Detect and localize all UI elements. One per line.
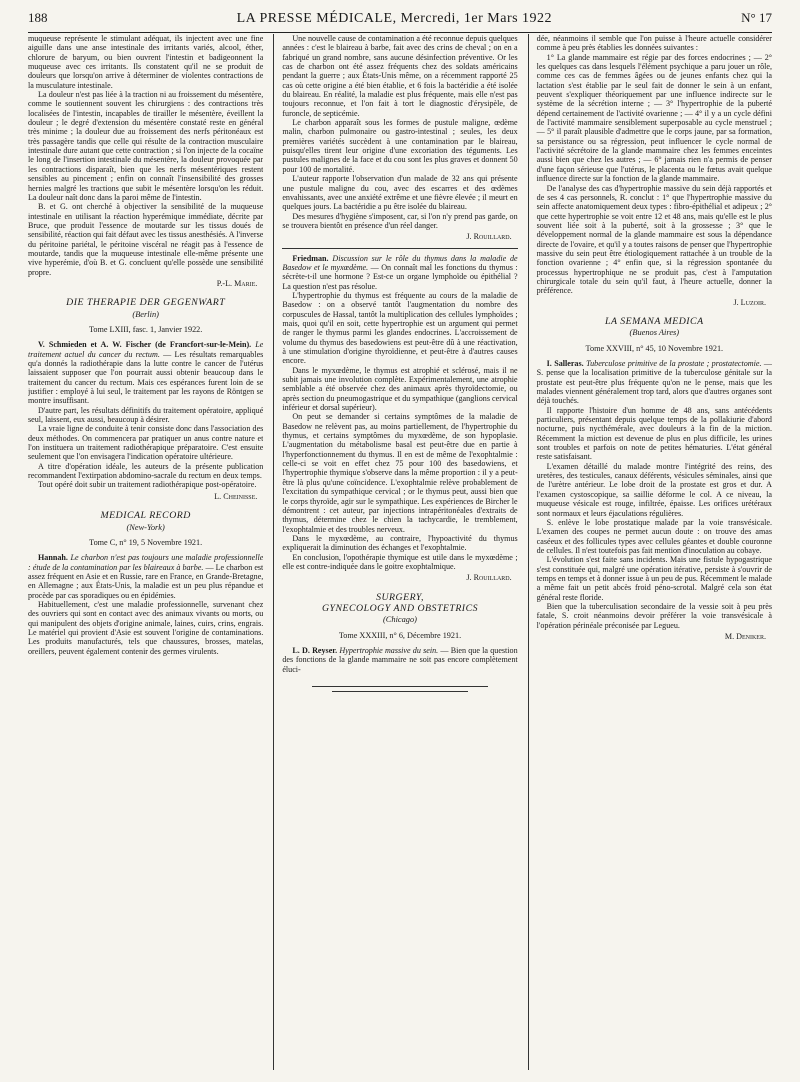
- paragraph: muqueuse représente le stimulant adéquat, ils injectent avec une fine aiguille dans une anse intestinale des irritants variés, alcool, éther, chlorure de baryum, ou bien ouvrent l'intestin et badigeonnent la muqueuse avec ces irritants. Ils constatent qu'il ne se produit de douleurs que lorsqu'on arrive à déterminer de violentes contractions de la musculature intestinale.: [28, 34, 264, 90]
- paragraph: Des mesures d'hygiène s'imposent, car, si l'on n'y prend pas garde, on se trouvera bientôt en présence d'un réel danger.: [282, 211, 518, 230]
- paragraph: Tout opéré doit subir un traitement radiothérapique post-opératoire.: [38, 480, 257, 490]
- paragraph: L'évolution s'est faite sans incidents. Mais une fistule hypogastrique s'est constituée qui, malgré une opération itérative, persiste à s'ouvrir de temps en temps et à donner issue à un peu de pus. Récemment le malade a même fait un petit abcès froid péno-scrotal. Malgré cela son état général reste floride.: [536, 555, 772, 602]
- paragraph: Bien que la tuberculisation secondaire de la vessie soit à peu près fatale, S. croit néanmoins devoir préférer la voie transvésicale à l'opération périnéale préconisée par Legueu.: [536, 601, 772, 630]
- article: [537, 359, 772, 406]
- section-city: (Berlin): [132, 309, 159, 319]
- article-author: Hannah.: [38, 553, 68, 563]
- section-city: (Buenos Aires): [629, 328, 680, 338]
- section-tome: Tome XXVIII, n° 45, 10 Novembre 1921.: [585, 343, 724, 353]
- paragraph: dée, néanmoins il semble que l'on puisse à l'heure actuelle considérer comme à peu près établies les données suivantes :: [536, 34, 772, 53]
- article: [282, 254, 517, 291]
- section-tome: Tome LXIII, fasc. 1, Janvier 1922.: [88, 324, 203, 334]
- article-title: Le charbon n'est pas toujours une maladie professionnelle : étude de la contamination par les blaireaux à barbe.: [28, 553, 264, 572]
- section-tome: Tome XXXIII, n° 6, Décembre 1921.: [338, 630, 462, 640]
- paragraph: A titre d'opération idéale, les auteurs de la présente publication recommandent l'extirpation abdomino-sacrale du rectum en deux temps.: [28, 461, 264, 481]
- journal-title: LA PRESSE MÉDICALE, Mercredi, 1er Mars 1922: [236, 11, 553, 26]
- paragraph: En conclusion, l'opothérapie thymique est utile dans le myxœdème ; elle est contre-indiquée dans le goitre exophtalmique.: [282, 552, 518, 571]
- signature: M. Deniker.: [724, 631, 766, 641]
- article-author: I. Salleras.: [546, 359, 584, 368]
- section-title: DIE THERAPIE DER GEGENWART: [66, 297, 226, 309]
- paragraph: On peut se demander si certains symptômes de la maladie de Basedow ne relèvent pas, au moins partiellement, de l'hypertrophie du thymus, et certains symptômes du myxœdème, de son hypoplasie. L'augmentation du métabolisme basal est peut-être due en partie à l'hyperfonctionnement du thymus. Il en est de même de l'exophtalmie : celle-ci se voit en effet chez 75 pour 100 des basedowiens, et l'hypertrophie thymique s'observe dans la même proportion : il y a peut-être là plus qu'une coïncidence. L'exophtalmie relève probablement de l'excitation du sympathique cervical ; or le thymus peut, aussi bien que le corps thyroïde, agir sur le sympathique. Les expériences de Bircher le démontrent : cet auteur, par injections intrapéritonéales d'extraits de thymus, détermine chez le chien la tachycardie, le tremblement, l'exophtalmie et des troubles nerveux.: [282, 412, 518, 534]
- column-2: [273, 34, 517, 1070]
- paragraph: Le charbon apparaît sous les formes de pustule maligne, œdème malin, charbon pulmonaire ou gastro-intestinal ; seules, les deux premières variétés succèdent à une contamination par le blaireau, puisqu'elles tirent leur origine d'une excoriation des téguments. Les pustules malignes de la face et du cou sont les plus graves et donnent 50 pour 100 de mortalité.: [282, 118, 518, 174]
- article-body: — On connaît mal les fonctions du thymus : sécrète-t-il une hormone ? Est-ce un organe lymphoïde ou épithélial ? La question n'est pas résolue.: [282, 262, 518, 291]
- signature: J. Rouillard.: [466, 573, 512, 583]
- article-author: L. D. Reyser.: [292, 645, 338, 655]
- article-author: Friedman.: [292, 253, 329, 263]
- paragraph: Habituellement, c'est une maladie professionnelle, survenant chez des ouvriers qui sont en contact avec des animaux vivants ou morts, ou qui manipulent des objets d'origine animale, laines, cuirs, crins, engrais. Le matériel qui provient d'Asie est souvent l'origine de contaminations. Les produits manufacturés, tels que chaussures, brosses, matelas, oreillers, peuvent également contenir des germes virulents.: [28, 599, 264, 656]
- section-subtitle: GYNECOLOGY AND OBSTETRICS: [321, 602, 479, 614]
- section-city: (New-York): [126, 522, 165, 532]
- paragraph: B. et G. ont cherché à objectiver la sensibilité de la muqueuse intestinale en utilisant la réaction hyperémique immédiate, décrite par Bruce, que produit l'essence de moutarde sur les tissus doués de sensibilité, réaction qui fait défaut avec les tissus anesthésiés. A l'inverse du péritoine pariétal, le péritoine viscéral ne réagit pas à l'essence de moutarde, tandis que la muqueuse intestinale elle-même présente une vive hyperémie, d'où B. et G. concluent qu'elle possède une sensibilité propre.: [28, 202, 264, 277]
- paragraph: La douleur n'est pas liée à la traction ni au froissement du mésentère, comme le soutiennent souvent les chirurgiens : des contractions très localisées de l'intestin, incapables de tirailler le mésentère, éveillent la douleur ; le degré d'extension du mésentère constaté reste en général très minime ; la douleur due au froissement des nerfs péritonéaux est très passagère tandis que celle qui résulte de la contraction musculaire intestinale dure autant que cette contraction ; si l'on injecte de la cocaïne le long de l'insertion intestinale du mésentère, la douleur provoquée par les contractions disparaît, bien que les nerfs mésentériques restent sensibles au pincement ; enfin on connaît l'insensibilité des grosses hernies malgré les tractions que subit le mésentère lorsqu'on les réduit. La douleur naît donc dans la paroi même de l'intestin.: [28, 90, 264, 202]
- signature: L. Cheinisse.: [214, 491, 258, 501]
- article-title: Discussion sur le rôle du thymus dans la maladie de Basedow et le myxœdème.: [282, 253, 518, 272]
- footer-rule: [312, 686, 487, 687]
- section-title: SURGERY,: [376, 591, 424, 603]
- page-header: [28, 10, 772, 33]
- paragraph: De l'analyse des cas d'hypertrophie massive du sein déjà rapportés et de ses 4 cas personnels, R. conclut : 1° que l'hypertrophie massive du sein affecte anatomiquement deux types : fibro-épithélial et adipeux ; 2° que cette hypertrophie se voit entre 12 et 48 ans, mais qu'elle est le plus souvent liée soit à la puberté, soit à la grossesse ; 3° que le développement normal de la glande mammaire est sous la dépendance directe de l'ovaire, et qu'il y a toutes raisons de penser que l'hypertrophie massive du sein peut être étiologiquement rattachée à un trouble de la fonction ovarienne ; 4° enfin que, si la régression spontanée du processus hypertrophique ne se produit pas, c'est à l'amputation chirurgicale totale du sein qu'il faut, à l'heure actuelle, donner la préférence.: [536, 183, 772, 296]
- paragraph: 1° La glande mammaire est régie par des forces endocrines ; — 2° les quelques cas dans lesquels l'élément psychique a paru jouer un rôle, comme ces cas de femmes âgées ou de jeunes enfants chez qui la lactation s'est établie par le seul fait de donner le sein à un enfant, peuvent s'expliquer théoriquement par une influence indirecte sur le système de la sécrétion interne ; — 3° l'hypertrophie de la puberté dépend certainement de l'activité ovarienne ; — 4° il y a un cycle défini de l'activité mammaire sensiblement superposable au cycle menstruel ; — 5° il paraît plausible d'admettre que le corps jaune, par sa formation, sa persistance ou sa régression, peut influencer le cycle normal de l'activité sécrétoire de la glande mammaire chez les femmes enceintes aussi bien que chez les autres ; — 6° jamais rien n'a permis de penser d'une façon sérieuse que l'utérus, le placenta ou le fœtus avait quelque influence directe sur la fonction de la glande mammaire.: [536, 52, 772, 184]
- article-separator: [282, 248, 517, 249]
- issue-number: N° 17: [741, 10, 772, 25]
- page-number: 188: [28, 10, 48, 25]
- article: [28, 553, 263, 600]
- paragraph: Dans le myxœdème, le thymus est atrophié et sclérosé, mais il ne subit jamais une involution complète. Expérimentalement, une atrophie semblable a été observée chez des animaux après thyroïdectomie, ou après section du pneumogastrique et du sympathique (ganglions cervical inférieur et dorsal supérieur).: [282, 365, 518, 413]
- section-title: LA SEMANA MEDICA: [605, 315, 704, 327]
- columns: [28, 34, 772, 1070]
- article-title: Le traitement actuel du cancer du rectum.: [28, 340, 264, 359]
- article: [282, 646, 517, 674]
- signature: J. Rouillard.: [466, 232, 512, 242]
- signature: J. Luzoir.: [733, 297, 766, 307]
- paragraph: L'examen détaillé du malade montre l'intégrité des reins, des uretères, des testicules, canaux déférents, vésicules séminales, ainsi que de l'urètre antérieur. Le lobe droit de la prostate est gros et dur. A l'examen cystoscopique, sa saillie déforme le col. A ce niveau, la muqueuse vésicale est rouge, infiltrée, épaisse. Les orifices urétéraux sont normaux et leurs éjaculations régulières.: [536, 461, 772, 518]
- section-city: (Chicago): [383, 615, 417, 625]
- paragraph: L'hypertrophie du thymus est fréquente au cours de la maladie de Basedow : on a observé tantôt l'augmentation du nombre des corpuscules de Hassal, tantôt la multiplication des cellules lymphoïdes ; mais, quoi qu'il en soit, cette hypertrophie est un argument qui permet de ranger le thymus parmi les glandes endocrines. L'accroissement de volume du thymus des basedowiens est peut-être dû à une réactivation, à une stimulation d'origine thyroïdienne, et peut-être à d'autres causes encore.: [282, 290, 518, 366]
- paragraph: Il rapporte l'histoire d'un homme de 48 ans, sans antécédents particuliers, présentant depuis quelque temps de la pollakiurie d'abord nocturne, puis nycthémérale, avec douleurs à la fin de la miction. Récemment la miction est devenue de plus en plus difficile, les urines sont troubles et parfois on note de petites hématuries. L'état général reste satisfaisant.: [536, 405, 772, 462]
- paragraph: D'autre part, les résultats définitifs du traitement opératoire, appliqué seul, laissent, eux aussi, beaucoup à désirer.: [28, 405, 264, 425]
- section-title: MEDICAL RECORD: [100, 510, 191, 522]
- paragraph: L'auteur rapporte l'observation d'un malade de 32 ans qui présente une pustule maligne du cou, avec des escarres et des œdèmes envahissants, avec une anxiété extrême et une fièvre élevée ; il meurt en quelques jours. La bactéridie a pu être isolée du blaireau.: [282, 174, 518, 212]
- article-title: Hypertrophie massive du sein.: [339, 645, 439, 655]
- paragraph: S. enlève le lobe prostatique malade par la voie transvésicale. L'examen des coupes ne permet aucun doute : on trouve des amas caséeux et des follicules types avec cellules géantes et double couronne de cellules. Il n'est toutefois pas fait mention d'inoculation au cobaye.: [536, 517, 772, 555]
- paragraph: La vraie ligne de conduite à tenir consiste donc dans l'association des deux méthodes. On commencera par pratiquer un anus contre nature et l'on instituera un traitement radiothérapique préparatoire. C'est ensuite seulement que l'on envisagera l'indication opératoire ultérieure.: [28, 424, 264, 462]
- column-3: [528, 34, 772, 1070]
- paragraph: Une nouvelle cause de contamination a été reconnue depuis quelques années : c'est le blaireau à barbe, fait avec des crins de cheval ; on en a fabriqué un grand nombre, sans aucune désinfection préventive. Or les cas de charbon ont été assez fréquents chez des soldats américains pendant la guerre ; aux États-Unis même, on a récemment rapporté 25 cas où cette origine a été bien établie, et 6 fois la bactéridie a été isolée du blaireau. En réalité, la maladie est plus fréquente, mais elle n'est pas toujours reconnue, et l'on fait à tort le diagnostic d'érysipèle, de furoncle, de septicémie.: [282, 34, 518, 118]
- footer-rule: [332, 691, 467, 692]
- section-tome: Tome C, n° 19, 5 Novembre 1921.: [89, 537, 203, 547]
- article-body: — Bien que la question des fonctions de la glande mammaire ne soit pas encore complètement éluci-: [282, 645, 518, 674]
- paragraph: Dans le myxœdème, au contraire, l'hypoactivité du thymus expliquerait la diminution des échanges et l'exophtalmie.: [282, 533, 518, 553]
- article-body: — Le charbon est assez fréquent en Asie et en Russie, rare en France, en Grande-Bretagne, en Allemagne ; aux États-Unis, la maladie est un peu plus répandue et procède par cas sporadiques ou en épidémies.: [28, 562, 264, 600]
- article-body: — S. pense que la localisation primitive de la tuberculose génitale sur la prostate est peut-être plus fréquente qu'on ne le pense, mais que les malades viennent généralement trop tard, alors que d'autres organes sont déjà touchés.: [536, 359, 772, 406]
- article-author: V. Schmieden et A. W. Fischer (de Francfort-sur-le-Mein).: [38, 340, 252, 350]
- article-title: Tuberculose primitive de la prostate ; prostatectomie.: [586, 359, 762, 368]
- article-body: — Les résultats remarquables qu'a donnés la radiothérapie dans la lutte contre le cancer de l'utérus laissaient supposer que l'on pourrait aussi obtenir beaucoup dans le traitement du cancer du rectum. Mais ces espérances furent loin de se justifier : employé à lui seul, le traitement par les rayons de Röntgen se montre insuffisant.: [28, 349, 264, 406]
- article: [28, 340, 263, 405]
- column-1: [28, 34, 263, 1070]
- signature: P.-L. Marie.: [216, 278, 258, 288]
